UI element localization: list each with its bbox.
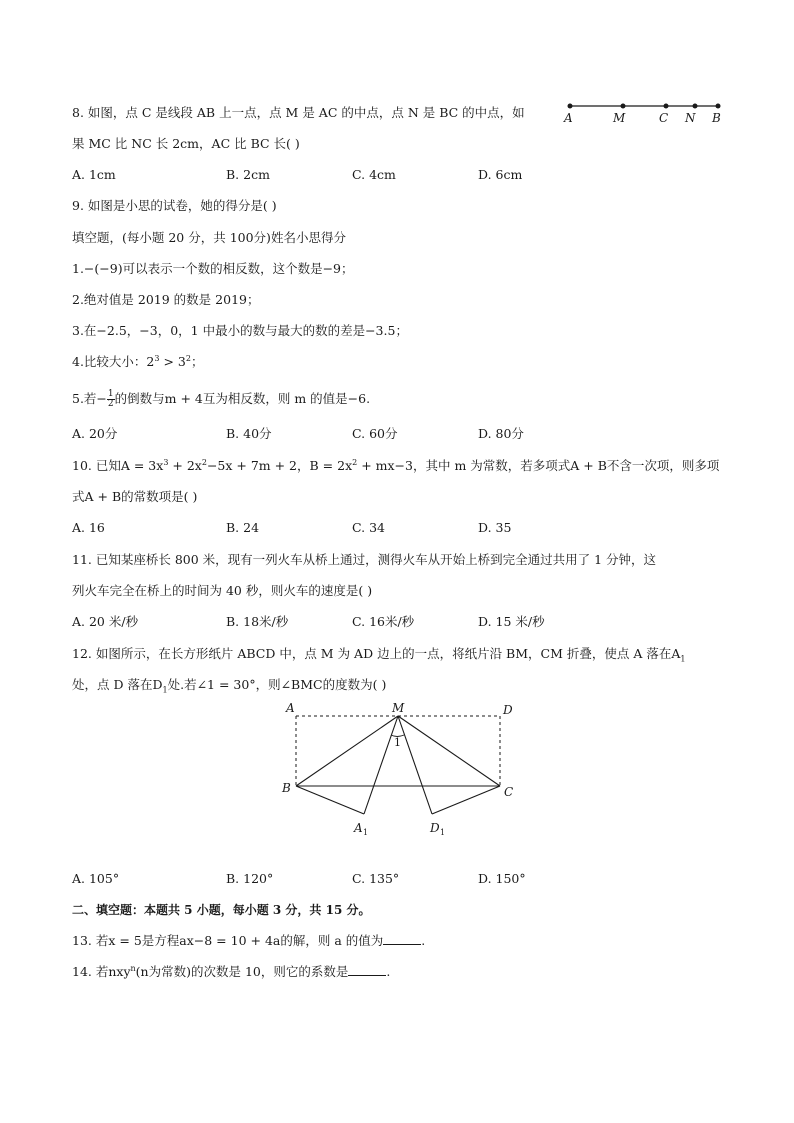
q11-option-c[interactable]: C. 16米/秒 (352, 614, 415, 629)
label-a: A (286, 701, 295, 715)
q14-line: 14. 若nxy$^n$(n为常数)的次数是 10，则它的系数是 . (72, 963, 391, 979)
q8-option-d[interactable]: D. 6cm (478, 167, 523, 182)
q13-answer-blank[interactable] (383, 932, 421, 945)
q8-option-c[interactable]: C. 4cm (352, 167, 396, 182)
q9-item4: 4.比较大小：$2^3 > 3^2$； (72, 353, 204, 369)
label-c: C (659, 111, 669, 125)
edge-a1b (296, 786, 364, 814)
q12-line1: 12. 如图所示，在长方形纸片 ABCD 中，点 M 为 AD 边上的一点，将纸片沿 BM，CM 折叠，使点 A 落在$A_1$ (72, 646, 686, 664)
q10-option-b[interactable]: B. 24 (226, 520, 260, 535)
q10-option-c[interactable]: C. 34 (352, 520, 385, 535)
q11-line1: 11. 已知某座桥长 800 米，现有一列火车从桥上通过，测得火车从开始上桥到完全通过共用了 1 分钟，这 (72, 552, 657, 567)
point-m (621, 104, 626, 109)
fold-mb (296, 716, 398, 786)
label-a1: A (354, 821, 363, 835)
q8-option-b[interactable]: B. 2cm (226, 167, 270, 182)
edge-d1c (432, 786, 500, 814)
section-heading-fill-in: 二、填空题：本题共 5 小题，每小题 3 分，共 15 分。 (72, 903, 371, 917)
q10-line2: 式A + B的常数项是( ) (72, 489, 198, 504)
fold-mc (398, 716, 500, 786)
q9-option-c[interactable]: C. 60分 (352, 426, 398, 441)
point-c (664, 104, 669, 109)
q11-option-b[interactable]: B. 18米/秒 (226, 614, 289, 629)
label-a: A (564, 111, 573, 125)
label-angle-1: 1 (394, 736, 401, 749)
q12-rectangle-fold-figure (270, 698, 540, 848)
point-n (693, 104, 698, 109)
label-d1: D (430, 821, 440, 835)
q9-line2: 填空题，(每小题 20 分，共 100分)姓名小思得分 (72, 230, 346, 245)
q9-option-a[interactable]: A. 20分 (72, 426, 118, 441)
q11-option-a[interactable]: A. 20 米/秒 (72, 614, 139, 629)
q10-line1: 10. 已知$A = 3x^3 + 2x^2-5x + 7m + 2$，$B = 2x^2 + mx-3$，其中 m 为常数，若多项式A + B不含一次项，则多项 (72, 457, 720, 473)
q12-line2: 处，点 D 落在$D_1$处.若∠1 = 30°，则∠BMC的度数为( ) (72, 677, 387, 695)
q9-item5: 5.若− $\frac{1}{2}$ 的倒数与m + 4互为相反数，则 m 的值是−6. (72, 389, 371, 409)
q11-line2: 列火车完全在桥上的时间为 40 秒，则火车的速度是( ) (72, 583, 373, 598)
q13-line: 13. 若x = 5是方程ax−8 = 10 + 4a的解，则 a 的值为 . (72, 933, 426, 948)
label-a1-sub: 1 (363, 828, 369, 837)
q12-option-b[interactable]: B. 120° (226, 871, 274, 886)
point-a (568, 104, 573, 109)
q12-option-d[interactable]: D. 150° (478, 871, 526, 886)
q8-line1: 8. 如图，点 C 是线段 AB 上一点，点 M 是 AC 的中点，点 N 是 BC 的中点，如 (72, 105, 525, 120)
edge-md1 (398, 716, 432, 814)
label-d: D (503, 703, 513, 717)
q8-segment-figure (560, 96, 730, 132)
label-n: N (685, 111, 696, 125)
label-m: M (613, 111, 626, 125)
label-b: B (282, 781, 291, 795)
q8-line2: 果 MC 比 NC 长 2cm，AC 比 BC 长( ) (72, 136, 300, 151)
q14-answer-blank[interactable] (348, 963, 386, 976)
fraction-one-half: $\frac{1}{2}$ (107, 389, 114, 409)
q9-item3: 3.在−2.5，−3，0，1 中最小的数与最大的数的差是−3.5； (72, 323, 408, 338)
edge-ma1 (364, 716, 398, 814)
label-m: M (392, 701, 405, 715)
q9-item2: 2.绝对值是 2019 的数是 2019； (72, 292, 260, 307)
q9-option-b[interactable]: B. 40分 (226, 426, 272, 441)
label-c: C (504, 785, 514, 799)
q9-option-d[interactable]: D. 80分 (478, 426, 524, 441)
q8-option-a[interactable]: A. 1cm (72, 167, 116, 182)
q9-item1: 1.−(−9)可以表示一个数的相反数，这个数是−9； (72, 261, 354, 276)
q10-option-a[interactable]: A. 16 (72, 520, 105, 535)
q9-line1: 9. 如图是小思的试卷，她的得分是( ) (72, 198, 277, 213)
label-d1-sub: 1 (440, 828, 446, 837)
q12-option-c[interactable]: C. 135° (352, 871, 400, 886)
point-b (716, 104, 721, 109)
q10-option-d[interactable]: D. 35 (478, 520, 512, 535)
label-b: B (712, 111, 721, 125)
q12-option-a[interactable]: A. 105° (72, 871, 120, 886)
q11-option-d[interactable]: D. 15 米/秒 (478, 614, 545, 629)
